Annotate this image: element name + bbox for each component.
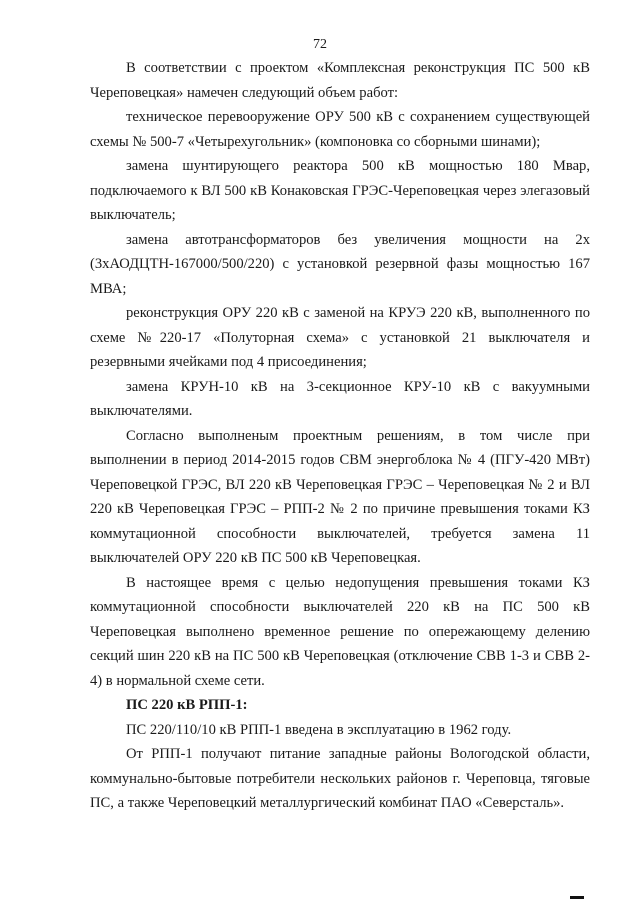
list-item-oru-500: техническое перевооружение ОРУ 500 кВ с сохранением существующей схемы № 500-7 «Четырехугольник» (компоновка со сборными шинами); — [90, 109, 590, 150]
list-item-autotransformers: замена автотрансформаторов без увеличения мощности на 2х (3хАОДЦТН-167000/500/220) с установкой резервной фазы мощностью 167 МВА; — [90, 231, 590, 297]
page-edge-mark — [570, 896, 584, 899]
section-heading: ПС 220 кВ РПП-1: — [126, 697, 248, 713]
page-content — [90, 56, 590, 816]
list-item-krun-10: замена КРУН-10 кВ на 3-секционное КРУ-10 кВ с вакуумными выключателями. — [90, 378, 590, 419]
paragraph-commissioning: ПС 220/110/10 кВ РПП-1 введена в эксплуатацию в 1962 году. — [126, 721, 512, 738]
page-number: 72 — [313, 37, 327, 52]
paragraph-consumers: От РПП-1 получают питание западные районы Вологодской области, коммунально-бытовые потребители нескольких районов г. Череповца, тяговые ПС, а также Череповецкий металлургический комбинат ПАО «Северсталь». — [90, 746, 590, 811]
list-item-oru-220: реконструкция ОРУ 220 кВ с заменой на КРУЭ 220 кВ, выполненного по схеме №220-17 «Полуторная схема» с установкой 21 выключателя и резервными ячейками под 4 присоединения; — [90, 305, 590, 370]
paragraph-design-decisions: Согласно выполненым проектным решениям, в том числе при выполнении в период 2014-2015 годов СВМ энергоблока № 4 (ПГУ-420 МВт) Череповецкой ГРЭС, ВЛ 220 кВ Череповецкая ГРЭС – Череповецкая № 2 и ВЛ 220 кВ Череповецкая ГРЭС – РПП-2 № 2 по причине превышения токами КЗ коммутационной способности выключателей, требуется замена 11 выключателей ОРУ 220 кВ ПС 500 кВ Череповецкая. — [90, 427, 590, 566]
list-item-reactor: замена шунтирующего реактора 500 кВ мощностью 180 Мвар, подключаемого к ВЛ 500 кВ Конаковская ГРЭС-Череповецкая через элегазовый выключатель; — [90, 158, 590, 223]
paragraph-temporary-solution: В настоящее время с целью недопущения превышения токами КЗ коммутационной способности выключателей 220 кВ на ПС 500 кВ Череповецкая выполнено временное решение по опережающему делению секций шин 220 кВ на ПС 500 кВ Череповецкая (отключение СВВ 1-3 и СВВ 2-4) в нормальной схеме сети. — [90, 574, 590, 689]
paragraph-intro: В соответствии с проектом «Комплексная реконструкция ПС 500 кВ Череповецкая» намечен следующий объем работ: — [90, 60, 590, 101]
